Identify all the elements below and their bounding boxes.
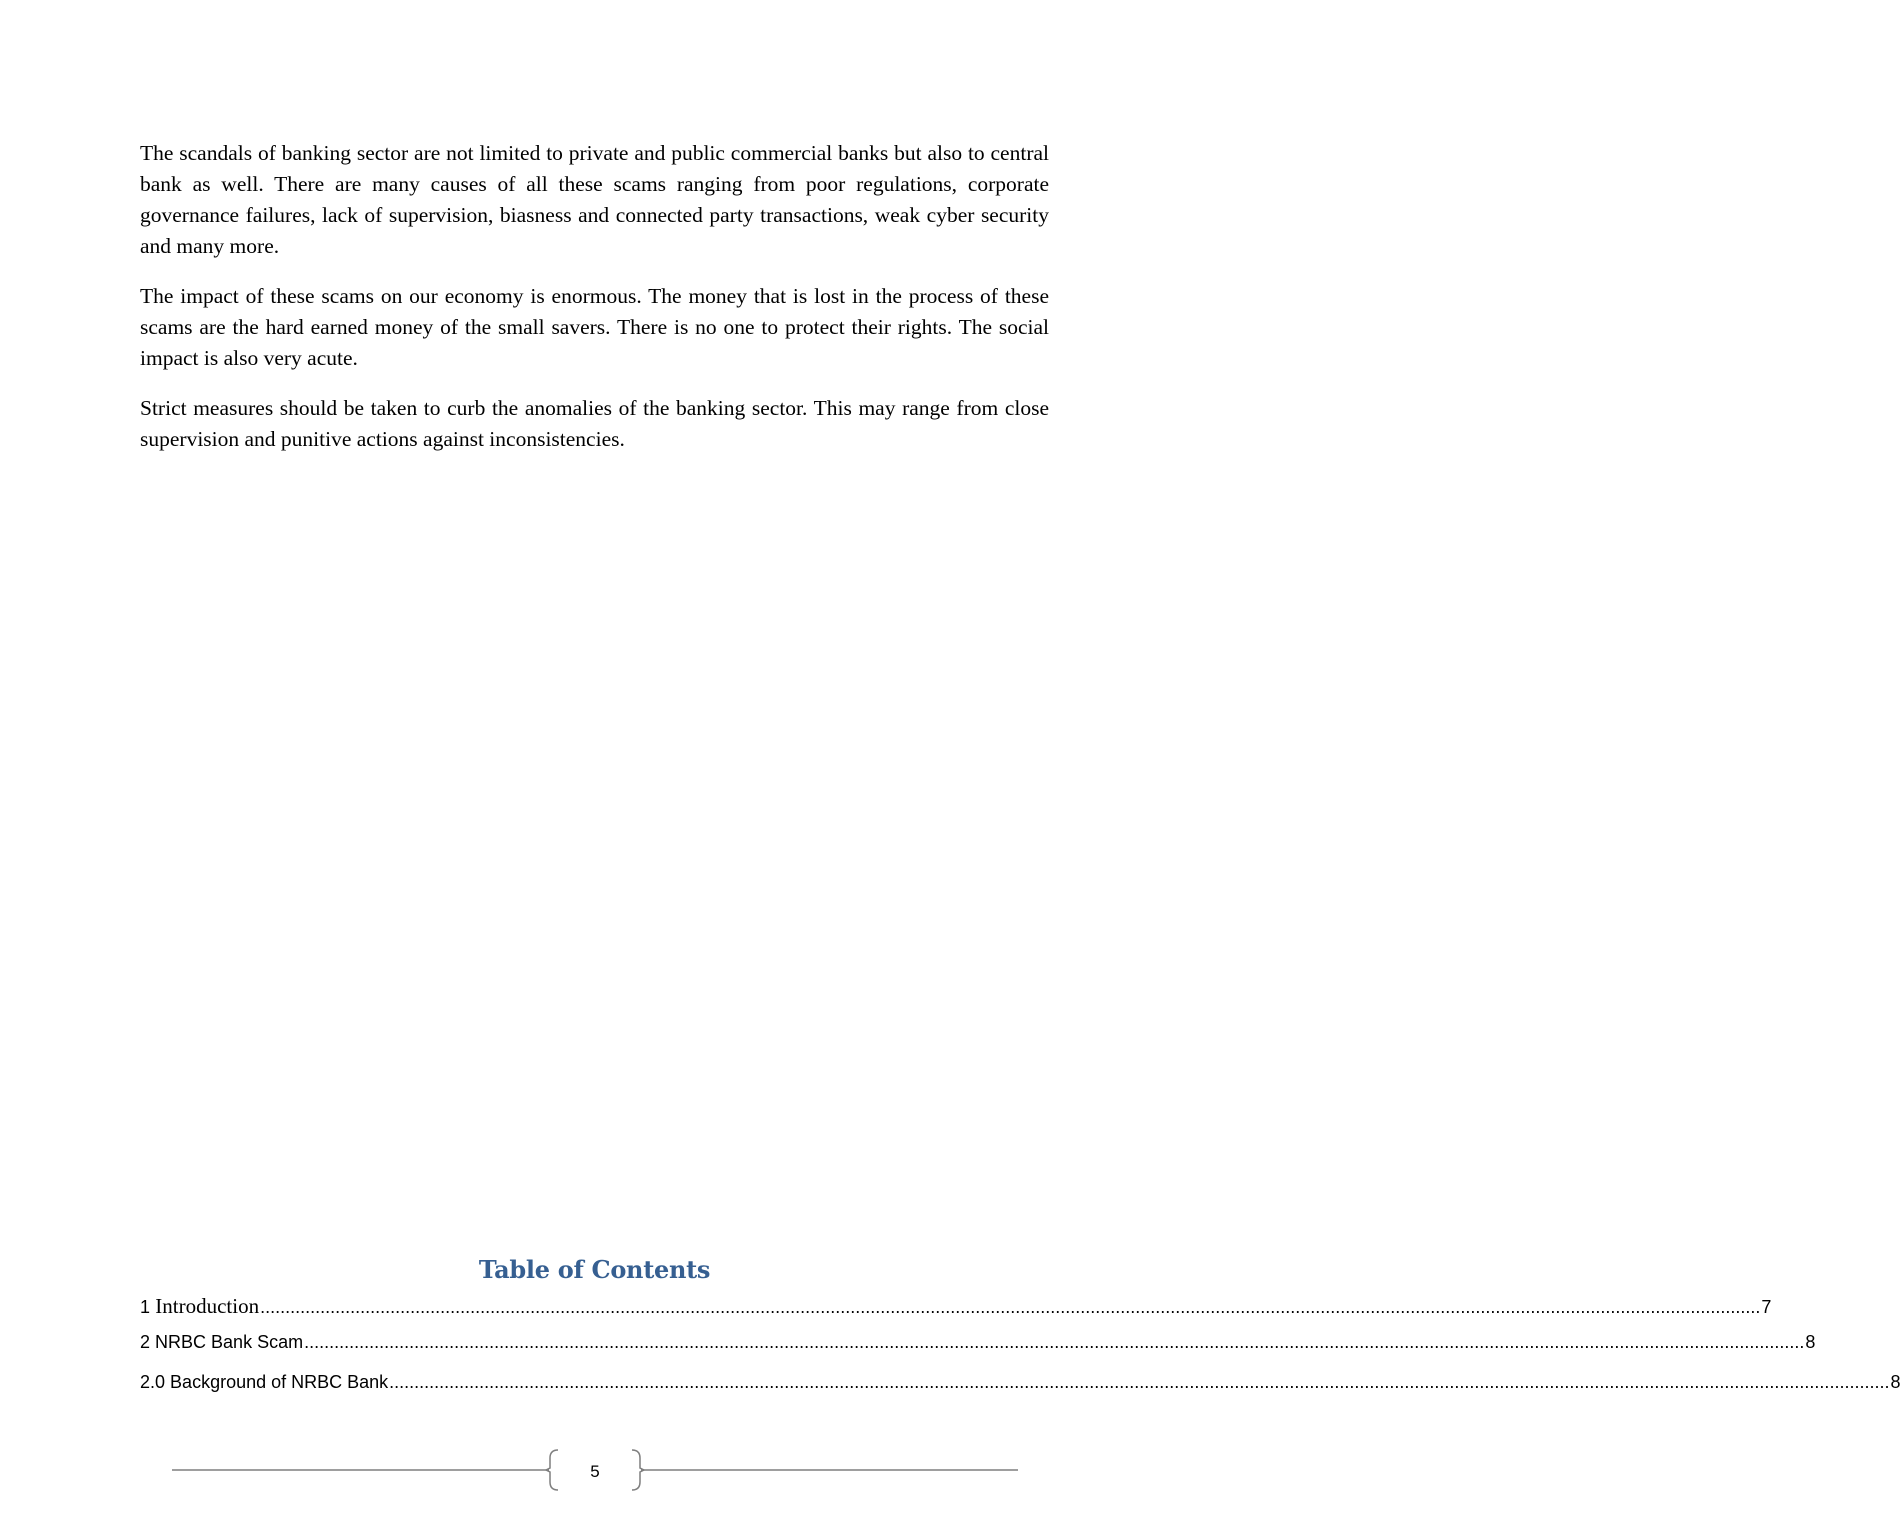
toc-entry-background[interactable] — [140, 1362, 1900, 1402]
toc-dot-leader: ............................................................................................................................................................................................................................................................................................................ — [260, 1297, 1761, 1317]
toc-entry-introduction[interactable] — [140, 1290, 1772, 1322]
toc-entry-page: 8 — [1890, 1372, 1900, 1392]
toc-entry-number: 2.0 — [140, 1372, 166, 1392]
toc-entry-page: 7 — [1761, 1297, 1772, 1317]
toc-title: Table of Contents — [478, 1255, 711, 1284]
toc-dot-leader: ............................................................................................................................................................................................................................................................................................................ — [389, 1372, 1890, 1392]
toc-entry-label — [140, 1362, 388, 1402]
paragraph: The impact of these scams on our economy is enormous. The money that is lost in the process of these scams are the hard earned money of the small savers. There is no one to protect their rights. The social impact is also very acute. — [140, 284, 1049, 370]
toc-entry-title: Introduction — [155, 1294, 260, 1318]
toc-entry-page: 8 — [1805, 1332, 1816, 1352]
paragraph: Strict measures should be taken to curb the anomalies of the banking sector. This may range from close supervision and punitive actions against inconsistencies. — [140, 396, 1049, 451]
table-of-contents — [140, 1255, 1900, 1402]
toc-entry-number: 2 — [140, 1332, 151, 1352]
toc-entry-label — [140, 1322, 303, 1362]
toc-entry-title: NRBC Bank Scam — [155, 1332, 304, 1352]
toc-entry-number: 1 — [140, 1297, 151, 1317]
page-number: 5 — [590, 1462, 600, 1481]
toc-entry-label — [140, 1290, 259, 1323]
page-footer — [172, 1448, 1018, 1492]
body-text — [140, 138, 1049, 474]
toc-entry-title: Background of NRBC Bank — [170, 1372, 389, 1392]
toc-entry-nrbc-bank-scam[interactable] — [140, 1322, 1816, 1362]
toc-dot-leader: ............................................................................................................................................................................................................................................................................................................ — [304, 1332, 1805, 1352]
paragraph: The scandals of banking sector are not limited to private and public commercial banks but also to central bank as well. There are many causes of all these scams ranging from poor regulations, corporate governance failures, lack of supervision, biasness and connected party transactions, weak cyber security and many more. — [140, 141, 1049, 258]
